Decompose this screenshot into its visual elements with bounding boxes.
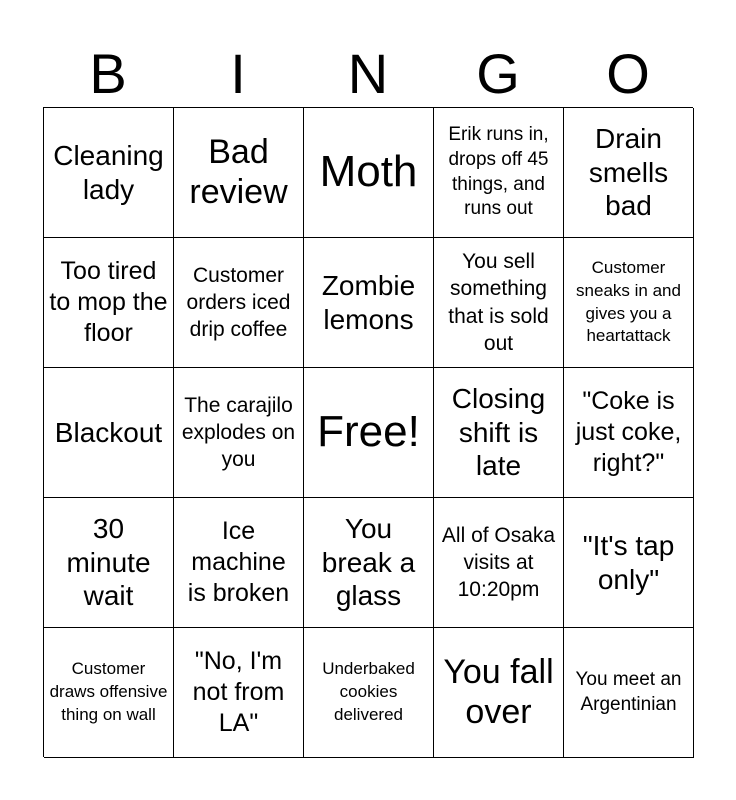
bingo-board [43, 107, 693, 757]
bingo-cell-r3-c2[interactable]: The carajilo explodes on you [174, 368, 304, 498]
bingo-cell-r4-c3[interactable]: You break a glass [304, 498, 434, 628]
bingo-cell-r3-c4[interactable]: Closing shift is late [434, 368, 564, 498]
bingo-cell-r1-c3[interactable]: Moth [304, 108, 434, 238]
bingo-cell-r1-c2[interactable]: Bad review [174, 108, 304, 238]
bingo-cell-r2-c1[interactable]: Too tired to mop the floor [44, 238, 174, 368]
bingo-cell-r4-c2[interactable]: Ice machine is broken [174, 498, 304, 628]
bingo-cell-r5-c1[interactable]: Customer draws offensive thing on wall [44, 628, 174, 758]
bingo-cell-r1-c4[interactable]: Erik runs in, drops off 45 things, and runs out [434, 108, 564, 238]
bingo-cell-r2-c2[interactable]: Customer orders iced drip coffee [174, 238, 304, 368]
bingo-cell-r1-c1[interactable]: Cleaning lady [44, 108, 174, 238]
bingo-cell-r5-c5[interactable]: You meet an Argentinian [564, 628, 694, 758]
bingo-cell-r4-c4[interactable]: All of Osaka visits at 10:20pm [434, 498, 564, 628]
header-letter-i: I [230, 42, 246, 105]
bingo-cell-r5-c3[interactable]: Underbaked cookies delivered [304, 628, 434, 758]
header-letter-o: O [606, 42, 650, 105]
bingo-cell-r4-c1[interactable]: 30 minute wait [44, 498, 174, 628]
bingo-cell-r5-c2[interactable]: "No, I'm not from LA" [174, 628, 304, 758]
header-letter-g: G [476, 42, 520, 105]
bingo-cell-free: Free! [304, 368, 434, 498]
bingo-cell-r2-c3[interactable]: Zombie lemons [304, 238, 434, 368]
header-letter-b: B [89, 42, 127, 105]
bingo-cell-r3-c1[interactable]: Blackout [44, 368, 174, 498]
bingo-header [43, 40, 693, 108]
bingo-cell-r5-c4[interactable]: You fall over [434, 628, 564, 758]
bingo-cell-r3-c5[interactable]: "Coke is just coke, right?" [564, 368, 694, 498]
bingo-cell-r4-c5[interactable]: "It's tap only" [564, 498, 694, 628]
header-letter-n: N [347, 42, 389, 105]
bingo-cell-r2-c5[interactable]: Customer sneaks in and gives you a heartattack [564, 238, 694, 368]
bingo-cell-r2-c4[interactable]: You sell something that is sold out [434, 238, 564, 368]
bingo-cell-r1-c5[interactable]: Drain smells bad [564, 108, 694, 238]
